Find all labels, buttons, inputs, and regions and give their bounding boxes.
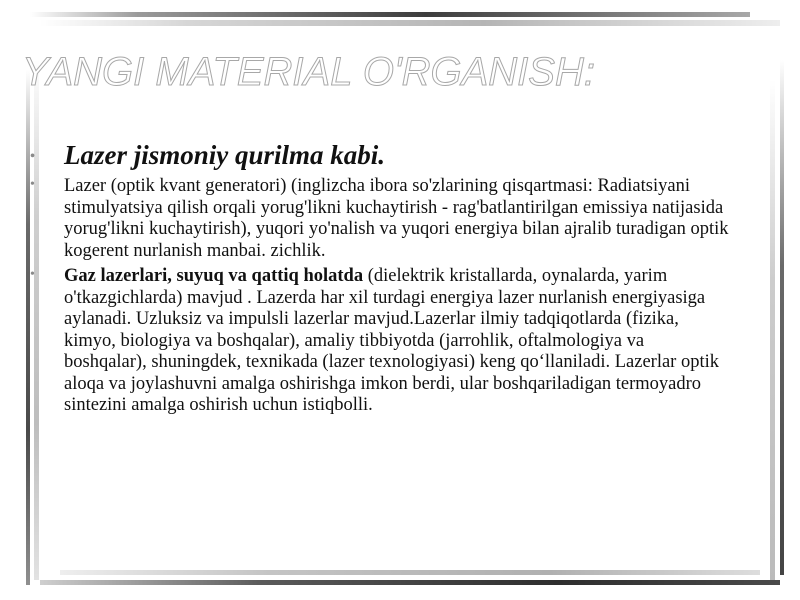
frame-bar-bottom-dark [40,580,780,585]
frame-bar-top-dark [30,12,750,17]
bullet-item-heading [30,138,730,172]
bullet-item-definition [30,176,730,262]
frame-bar-bottom-light [60,570,760,575]
bullet-item-text: (dielektrik kristallarda, oynalarda, yarim o'tkazgichlarda) mavjud . Lazerda har xil turdagi energiya lazer nurlanish energiyasiga aylanadi. Uzluksiz va impulsli lazerlar mavjud.Lazerlar ilmiy tadqiqotlarda (fizika, kimyo, biologiya va boshqalar), amaliy tibbiyotda (jarrohlik, oftalmologiya va boshqalar), shuningdek, texnikada (lazer texnologiyasi) keng qo‘llaniladi. Lazerlar optik aloqa va joylashuvni amalga oshirishga imkon berdi, ular boshqariladigan termoyadro sintezini amalga oshirish uchun istiqbolli. [64,266,719,415]
bullet-item-text: Lazer (optik kvant generatori) (inglizcha ibora so'zlarining qisqartmasi: Radiatsiyani stimulyatsiya qilish orqali yorug'likni kuchaytirish - rag'batlantirilgan emissiya natijasida yorug'likni kuchaytirish), yuqori yo'nalish va yuqori energiya bilan ajralib turadigan optik kogerent nurlanish manbai. zichlik. [64,176,729,261]
bullet-item-applications [30,266,730,417]
bullet-icon: • [30,267,35,282]
slide-title: YANGI MATERIAL O'RGANISH: [22,50,595,94]
bullet-icon: • [30,149,35,164]
bullet-item-bold-text: Gaz lazerlari, suyuq va qattiq holatda [64,266,364,286]
frame-bar-right-light [770,80,775,580]
frame-bar-top-light [40,20,780,26]
bullet-icon: • [30,177,35,192]
frame-bar-right-dark [780,60,784,575]
bullet-item-text: Lazer jismoniy qurilma kabi. [64,140,386,170]
slide-content [30,138,730,421]
